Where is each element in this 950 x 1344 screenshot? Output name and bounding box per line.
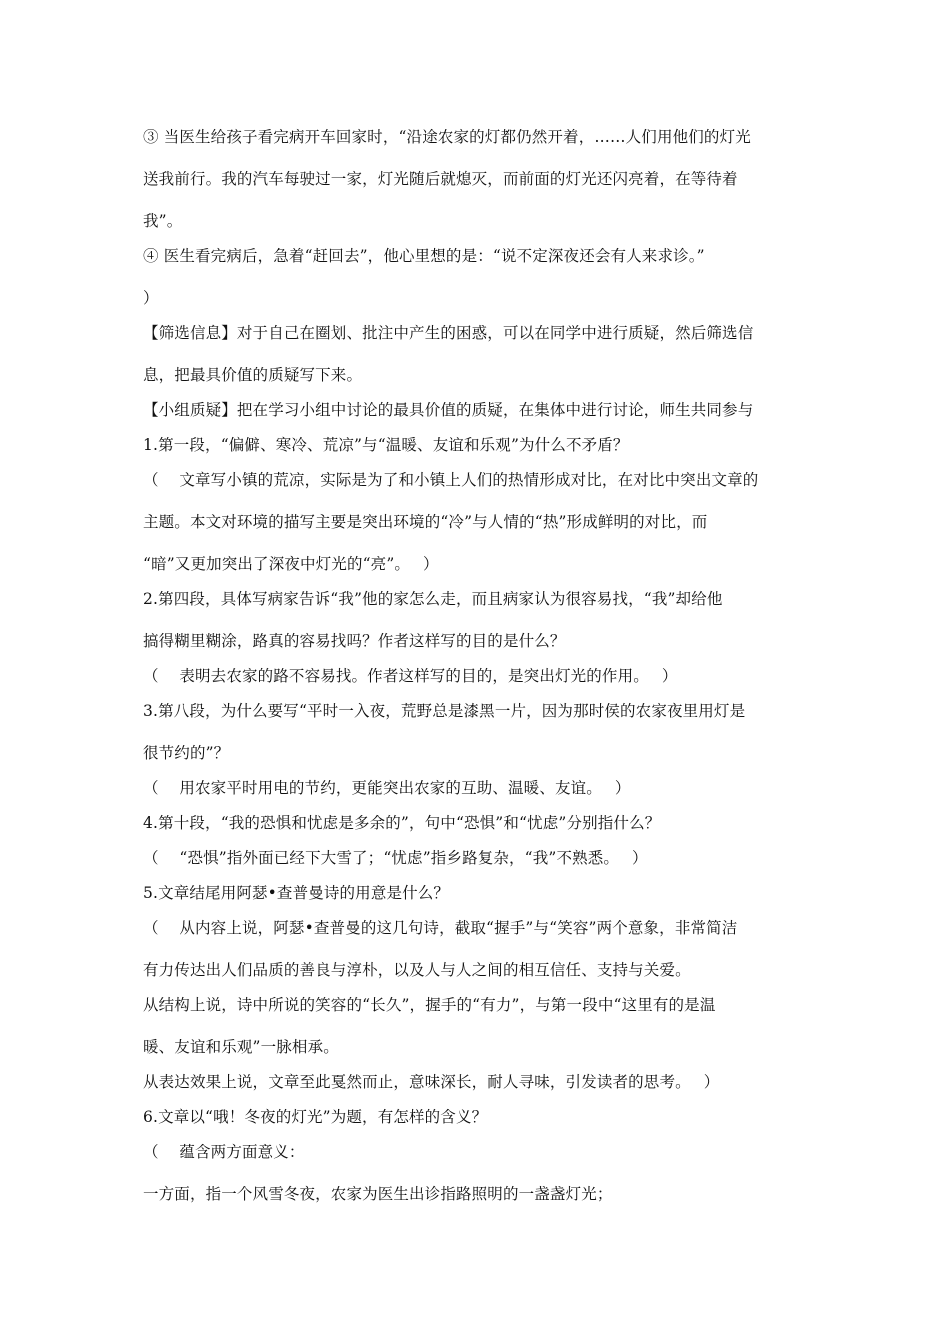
text-line: 我”。 — [143, 212, 183, 230]
text-line: ） — [143, 289, 159, 307]
text-line: 送我前行。我的汽车每驶过一家，灯光随后就熄灭，而前面的灯光还闪亮着，在等待着 — [143, 170, 738, 188]
section-heading-filter: 【筛选信息】对于自己在圈划、批注中产生的困惑，可以在同学中进行质疑，然后筛选信 — [143, 324, 754, 342]
text-line: ④ 医生看完病后，急着“赶回去”，他心里想的是：“说不定深夜还会有人来求诊。” — [143, 247, 705, 265]
answer-line: （ 文章写小镇的荒凉，实际是为了和小镇上人们的热情形成对比，在对比中突出文章的 — [143, 471, 759, 489]
question-5: 5.文章结尾用阿瑟•查普曼诗的用意是什么？ — [143, 884, 450, 902]
answer-line: （ 蕴含两方面意义： — [143, 1143, 305, 1161]
answer-line: 有力传达出人们品质的善良与淳朴，以及人与人之间的相互信任、支持与关爱。 — [143, 961, 691, 979]
answer-line: 一方面，指一个风雪冬夜，农家为医生出诊指路照明的一盏盏灯光； — [143, 1185, 613, 1203]
question-2-cont: 搞得糊里糊涂，路真的容易找吗？作者这样写的目的是什么？ — [143, 632, 566, 650]
answer-line: （ “恐惧”指外面已经下大雪了；“忧虑”指乡路复杂，“我”不熟悉。 ） — [143, 849, 648, 867]
question-1: 1.第一段，“偏僻、寒冷、荒凉”与“温暖、友谊和乐观”为什么不矛盾？ — [143, 436, 629, 454]
answer-line: （ 表明去农家的路不容易找。作者这样写的目的，是突出灯光的作用。 ） — [143, 667, 678, 685]
section-heading-group: 【小组质疑】把在学习小组中讨论的最具价值的质疑，在集体中进行讨论，师生共同参与 — [143, 401, 754, 419]
question-3-cont: 很节约的”？ — [143, 744, 230, 762]
question-2: 2.第四段，具体写病家告诉“我”他的家怎么走，而且病家认为很容易找，“我”却给他 — [143, 590, 723, 608]
answer-line: （ 用农家平时用电的节约，更能突出农家的互助、温暖、友谊。 ） — [143, 779, 631, 797]
answer-line: “暗”又更加突出了深夜中灯光的“亮”。 ） — [143, 555, 439, 573]
answer-line: （ 从内容上说，阿瑟•查普曼的这几句诗，截取“握手”与“笑容”两个意象，非常简洁 — [143, 919, 738, 937]
answer-line: 从结构上说，诗中所说的笑容的“长久”，握手的“有力”，与第一段中“这里有的是温 — [143, 996, 716, 1014]
question-6: 6.文章以“哦！冬夜的灯光”为题，有怎样的含义？ — [143, 1108, 488, 1126]
question-4: 4.第十段，“我的恐惧和忧虑是多余的”，句中“恐惧”和“忧虑”分别指什么？ — [143, 814, 661, 832]
answer-line: 主题。本文对环境的描写主要是突出环境的“冷”与人情的“热”形成鲜明的对比，而 — [143, 513, 708, 531]
answer-line: 暖、友谊和乐观”一脉相承。 — [143, 1038, 339, 1056]
question-3: 3.第八段，为什么要写“平时一入夜，荒野总是漆黑一片，因为那时侯的农家夜里用灯是 — [143, 702, 746, 720]
text-line: 息，把最具价值的质疑写下来。 — [143, 366, 363, 384]
answer-line: 从表达效果上说，文章至此戛然而止，意味深长，耐人寻味，引发读者的思考。 ） — [143, 1073, 720, 1091]
text-line: ③ 当医生给孩子看完病开车回家时，“沿途农家的灯都仍然开着，……人们用他们的灯光 — [143, 128, 751, 146]
